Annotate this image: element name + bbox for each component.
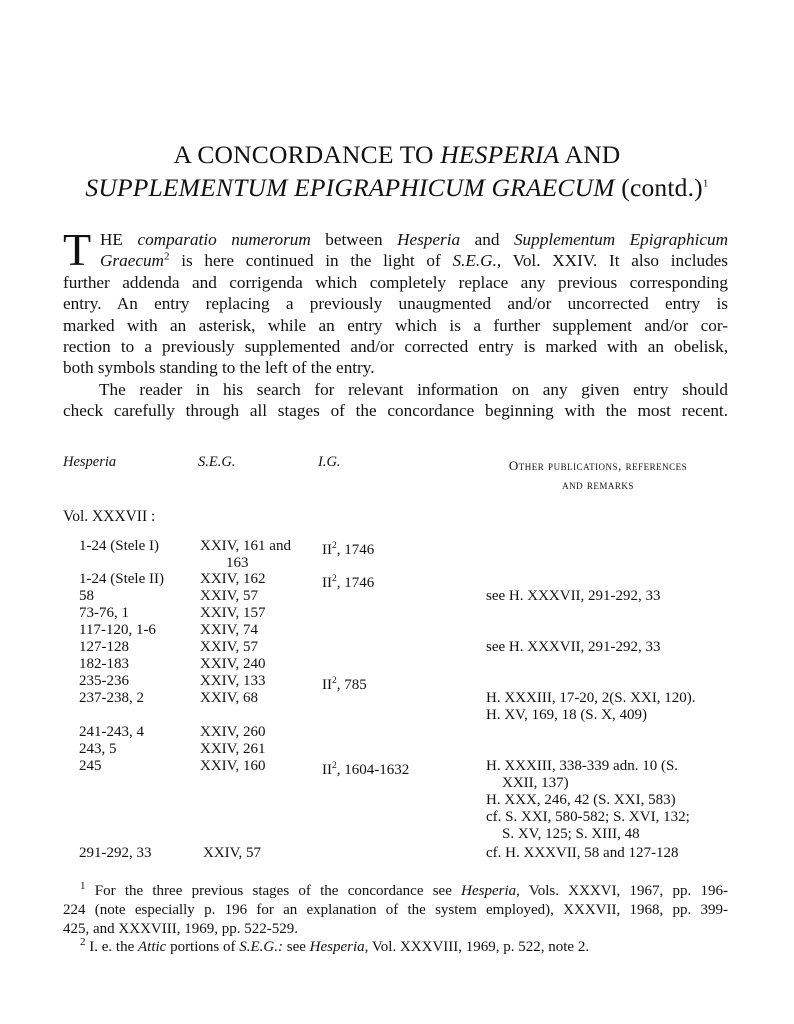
text: is here continued in the light of bbox=[181, 251, 441, 271]
ig-sup: 2 bbox=[332, 541, 337, 551]
table-cell-other: H. XXXIII, 17-20, 2(S. XXI, 120). bbox=[486, 690, 696, 706]
footnote-line: 425, and XXXVIII, 1969, pp. 522-529. bbox=[63, 921, 298, 937]
table-cell-ig bbox=[322, 571, 374, 592]
title-seg: SUPPLEMENTUM EPIGRAPHICUM GRAECUM bbox=[85, 173, 615, 202]
table-cell-other: S. XV, 125; S. XIII, 48 bbox=[502, 826, 640, 842]
header-line: and remarks bbox=[562, 477, 634, 492]
table-cell-hesperia: 127-128 bbox=[79, 639, 129, 655]
table-cell-hesperia: 237-238, 2 bbox=[79, 690, 144, 706]
ig-text: , 1604-1632 bbox=[336, 762, 410, 778]
text: portions of bbox=[170, 939, 236, 955]
table-cell-hesperia: 58 bbox=[79, 588, 94, 604]
title-text: AND bbox=[564, 140, 621, 169]
drop-cap: T bbox=[63, 224, 92, 275]
table-cell-ig bbox=[322, 538, 374, 559]
text: HE bbox=[100, 230, 123, 249]
table-cell-other: XXII, 137) bbox=[502, 775, 569, 791]
text: S.E.G., bbox=[452, 251, 502, 271]
column-header-hesperia: Hesperia bbox=[63, 454, 117, 470]
footnote-line bbox=[80, 882, 728, 901]
ig-text: , 1746 bbox=[336, 542, 375, 558]
table-cell-seg: XXIV, 161 and bbox=[200, 538, 291, 554]
table-cell-seg: XXIV, 57 bbox=[200, 588, 259, 604]
footnote-ref: 1 bbox=[702, 177, 709, 190]
text: Vol. XXIV. It also includes bbox=[512, 251, 728, 271]
reader-line: The reader in his search for relevant information on any given entry should bbox=[99, 380, 728, 399]
text: Vols. XXXVI, 1967, pp. 196- bbox=[528, 883, 729, 899]
table-cell-seg: XXIV, 260 bbox=[200, 724, 266, 740]
ig-text: II bbox=[322, 575, 332, 591]
table-cell-hesperia: 117-120, 1-6 bbox=[79, 622, 156, 638]
table-cell-hesperia: 241-243, 4 bbox=[79, 724, 144, 740]
column-header-other bbox=[458, 456, 738, 494]
table-cell-seg: XXIV, 133 bbox=[200, 673, 266, 689]
intro-line: further addenda and corrigenda which completely replace any previous corresponding bbox=[63, 272, 728, 292]
footnote-ref: 2 bbox=[163, 250, 170, 263]
volume-heading: Vol. XXXVII : bbox=[63, 508, 156, 525]
table-cell-seg: XXIV, 68 bbox=[200, 690, 259, 706]
table-cell-hesperia: 245 bbox=[79, 758, 102, 774]
table-cell-other: see H. XXXVII, 291-292, 33 bbox=[486, 639, 661, 655]
text: between bbox=[325, 230, 383, 249]
text: comparatio numerorum bbox=[137, 230, 311, 249]
ig-text: , 785 bbox=[336, 677, 367, 693]
footnote-line: 224 (note especially p. 196 for an explanation of the system employed), XXXVII, 1968, pp. 399- bbox=[63, 902, 728, 918]
table-cell-hesperia: 235-236 bbox=[79, 673, 129, 689]
text: I. e. the bbox=[89, 939, 135, 955]
intro-paragraph bbox=[63, 224, 729, 379]
header-line: Other publications, references bbox=[508, 458, 688, 473]
text: Hesperia, bbox=[309, 939, 369, 955]
text: Hesperia, bbox=[461, 883, 520, 899]
ig-sup: 2 bbox=[332, 574, 337, 584]
table-cell-seg: XXIV, 160 bbox=[200, 758, 266, 774]
table-cell-hesperia: 1-24 (Stele II) bbox=[79, 571, 164, 587]
ig-text: II bbox=[322, 677, 332, 693]
footnote-number: 2 bbox=[80, 936, 86, 948]
intro-line: entry. An entry replacing a previously unaugmented and/or uncorrected entry is bbox=[63, 294, 728, 314]
text: Vol. XXXVIII, 1969, p. 522, note 2. bbox=[371, 939, 590, 955]
intro-line: marked with an asterisk, while an entry which is a further supplement and/or cor- bbox=[63, 315, 728, 335]
table-cell-other: H. XXXIII, 338-339 adn. 10 (S. bbox=[486, 758, 679, 774]
text: Hesperia bbox=[397, 230, 461, 249]
intro-line bbox=[100, 229, 728, 250]
table-cell-seg: XXIV, 261 bbox=[200, 741, 266, 757]
text: and bbox=[474, 230, 500, 249]
table-cell-seg: 163 bbox=[226, 555, 249, 571]
intro-line: rection to a previously supplemented and/or corrected entry is marked with an obelisk, bbox=[63, 336, 728, 356]
text: Graecum bbox=[100, 251, 164, 271]
footnote-2 bbox=[63, 938, 728, 957]
table-cell-hesperia: 1-24 (Stele I) bbox=[79, 538, 159, 554]
text: see bbox=[286, 939, 306, 955]
table-cell-other: see H. XXXVII, 291-292, 33 bbox=[486, 588, 661, 604]
table-cell-seg: XXIV, 157 bbox=[200, 605, 266, 621]
title-contd: (contd.) bbox=[621, 173, 703, 202]
ig-sup: 2 bbox=[332, 761, 337, 771]
page-title-line-1 bbox=[0, 140, 794, 170]
table-cell-other: H. XXX, 246, 42 (S. XXI, 583) bbox=[486, 792, 676, 808]
text: Supplementum Epigraphicum bbox=[513, 230, 729, 249]
text: For the three previous stages of the concordance see bbox=[94, 883, 452, 899]
table-cell-ig bbox=[322, 673, 367, 694]
table-cell-other: cf. H. XXXVII, 58 and 127-128 bbox=[486, 845, 679, 861]
title-text: A CONCORDANCE TO bbox=[173, 140, 434, 169]
title-hesperia: HESPERIA bbox=[440, 140, 560, 169]
table-cell-seg: XXIV, 162 bbox=[200, 571, 266, 587]
table-cell-hesperia: 243, 5 bbox=[79, 741, 117, 757]
footnote-number: 1 bbox=[80, 880, 86, 892]
intro-line bbox=[100, 250, 728, 271]
reader-line: check carefully through all stages of the concordance beginning with the most recent. bbox=[63, 401, 728, 421]
reader-paragraph bbox=[63, 379, 728, 422]
table-cell-hesperia: 73-76, 1 bbox=[79, 605, 129, 621]
table-cell-other: cf. S. XXI, 580-582; S. XVI, 132; bbox=[486, 809, 690, 825]
table-cell-seg: XXIV, 57 bbox=[203, 845, 262, 861]
text: Attic bbox=[137, 939, 167, 955]
intro-line: both symbols standing to the left of the entry. bbox=[63, 358, 375, 378]
page-title-line-2 bbox=[0, 173, 794, 203]
ig-text: , 1746 bbox=[336, 575, 375, 591]
table-cell-seg: XXIV, 57 bbox=[200, 639, 259, 655]
footnote-line bbox=[80, 938, 728, 957]
table-cell-hesperia: 291-292, 33 bbox=[79, 845, 152, 861]
column-header-seg: S.E.G. bbox=[198, 454, 236, 470]
ig-text: II bbox=[322, 542, 332, 558]
table-cell-other: H. XV, 169, 18 (S. X, 409) bbox=[486, 707, 647, 723]
text: S.E.G.: bbox=[239, 939, 283, 955]
table-cell-ig bbox=[322, 758, 409, 779]
table-cell-hesperia: 182-183 bbox=[79, 656, 129, 672]
table-cell-seg: XXIV, 240 bbox=[200, 656, 266, 672]
footnote-1 bbox=[63, 882, 728, 939]
ig-text: II bbox=[322, 762, 332, 778]
column-header-ig: I.G. bbox=[318, 454, 341, 470]
ig-sup: 2 bbox=[332, 676, 337, 686]
table-cell-seg: XXIV, 74 bbox=[200, 622, 259, 638]
